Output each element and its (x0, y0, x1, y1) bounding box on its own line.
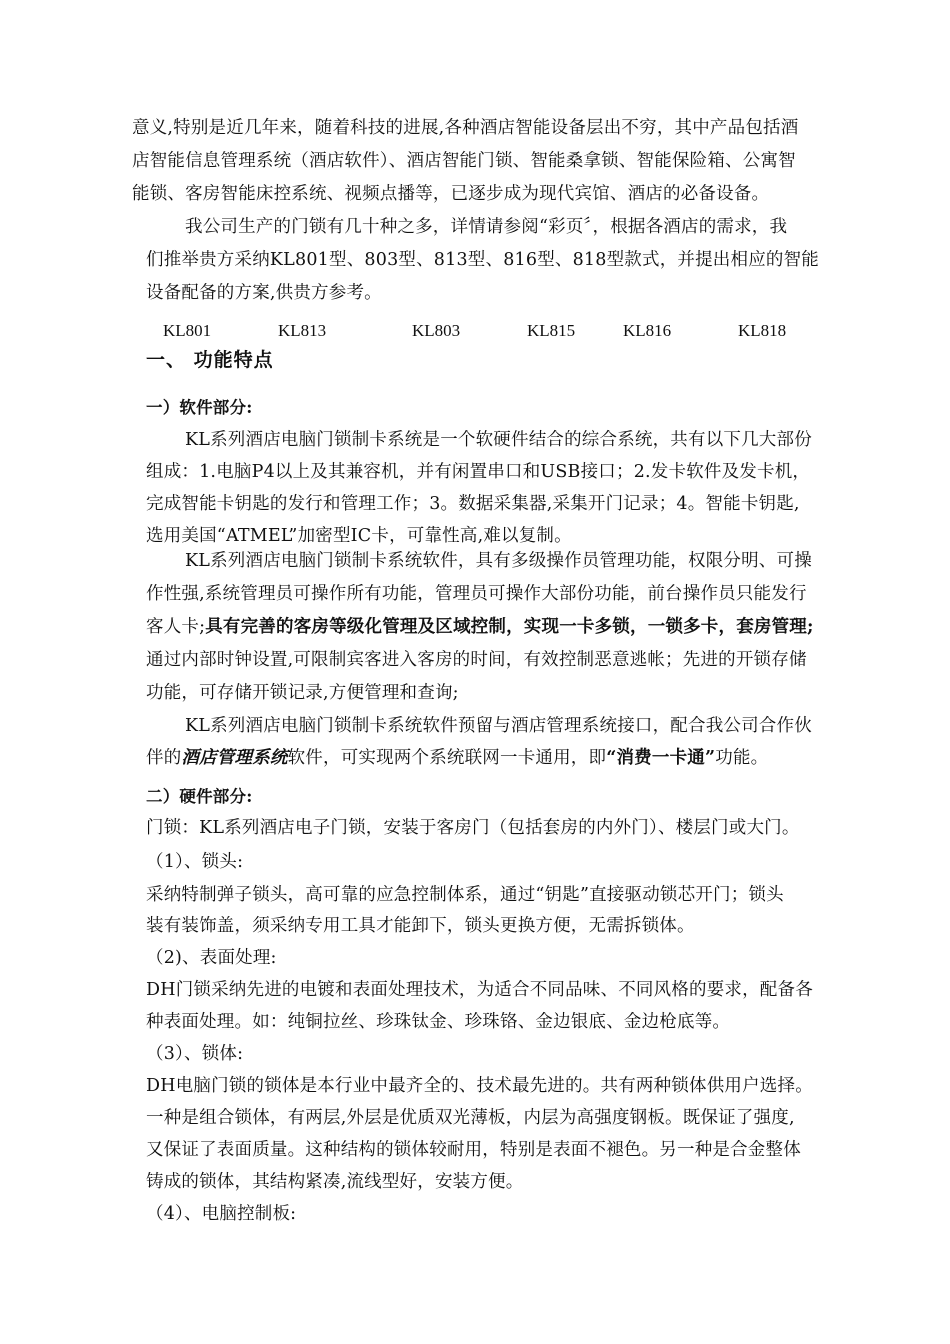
section-title-features: 一、 功能特点 (146, 349, 274, 371)
software-p3-line-2 (146, 747, 768, 769)
hotel-system-emphasis: 酒店管理系统 (181, 748, 288, 768)
model-label: KL801 (163, 321, 212, 340)
intro-line-1: 意义,特别是近几年来，随着科技的进展,各种酒店智能设备层出不穷，其中产品包括酒 (132, 118, 799, 138)
lock-head-heading: （1）、锁头: (146, 852, 244, 872)
lock-head-line-1: 采纳特制弹子锁头，高可靠的应急控制体系，通过“钥匙”直接驱动锁芯开门；锁头 (146, 885, 784, 905)
software-heading: 一）软件部分: (146, 398, 253, 417)
surface-heading: （2)、表面处理: (146, 948, 277, 968)
control-board-heading: （4）、电脑控制板: (146, 1204, 297, 1224)
lock-body-heading: （3）、锁体: (146, 1044, 244, 1064)
lock-body-line-3: 又保证了表面质量。这种结构的锁体较耐用，特别是表面不褪色。另一种是合金整体 (146, 1140, 801, 1160)
company-line-2: 们推举贵方采纳KL801型、803型、813型、816型、818型款式，并提出相应的智能 (146, 250, 820, 270)
surface-line-2: 种表面处理。如：纯铜拉丝、珍珠钛金、珍珠铬、金边银底、金边枪底等。 (146, 1012, 731, 1032)
intro-line-3: 能锁、客房智能床控系统、视频点播等，已逐步成为现代宾馆、酒店的必备设备。 (132, 184, 770, 204)
software-p2-emphasis: 具有完善的客房等级化管理及区域控制，实现一卡多锁，一锁多卡，套房管理; (205, 617, 814, 637)
model-list (0, 320, 950, 342)
software-p2-line-1: KL系列酒店电脑门锁制卡系统软件，具有多级操作员管理功能，权限分明、可操 (185, 551, 812, 571)
software-p2-line-4: 通过内部时钟设置,可限制宾客进入客房的时间，有效控制恶意逃帐；先进的开锁存储 (146, 650, 807, 670)
model-label: KL816 (623, 321, 672, 340)
software-p1-line-4: 选用美国“ATMEL”加密型IC卡，可靠性高,难以复制。 (146, 526, 572, 546)
hardware-heading: 二）硬件部分: (146, 787, 253, 806)
software-p3-text-e: 功能。 (715, 748, 769, 768)
software-p1-line-2: 组成：1.电脑P4以上及其兼容机，并有闲置串口和USB接口；2.发卡软件及发卡机， (146, 462, 811, 482)
lock-body-line-4: 铸成的锁体，其结构紧凑,流线型好，安装方便。 (146, 1172, 524, 1192)
software-p3-text-c: 软件，可实现两个系统联网一卡通用，即 (287, 748, 607, 768)
company-line-1: 我公司生产的门锁有几十种之多，详情请参阅“彩页〞，根据各酒店的需求，我 (185, 217, 788, 237)
software-p2-line-2: 作性强,系统管理员可操作所有功能，管理员可操作大部份功能，前台操作员只能发行 (146, 584, 807, 604)
intro-line-2: 店智能信息管理系统（酒店软件）、酒店智能门锁、智能桑拿锁、智能保险箱、公寓智 (132, 151, 796, 171)
surface-line-1: DH门锁采纳先进的电镀和表面处理技术，为适合不同品味、不同风格的要求，配备各 (146, 980, 813, 1000)
model-label: KL818 (738, 321, 787, 340)
software-p1-line-3: 完成智能卡钥匙的发行和管理工作；3。数据采集器,采集开门记录；4。智能卡钥匙, (146, 494, 800, 514)
software-p3-text-a: 伴的 (146, 748, 182, 768)
company-line-3: 设备配备的方案,供贵方参考。 (146, 283, 382, 303)
software-p3-line-1: KL系列酒店电脑门锁制卡系统软件预留与酒店管理系统接口，配合我公司合作伙 (185, 716, 812, 736)
lock-body-line-2: 一种是组合锁体，有两层,外层是优质双光薄板，内层为高强度钢板。既保证了强度, (146, 1108, 795, 1128)
model-label: KL803 (412, 321, 461, 340)
software-p2-line-3 (146, 616, 814, 638)
hardware-intro: 门锁：KL系列酒店电子门锁，安装于客房门（包括套房的内外门）、楼层门或大门。 (146, 818, 800, 838)
model-label: KL815 (527, 321, 576, 340)
lock-head-line-2: 装有装饰盖，须采纳专用工具才能卸下，锁头更换方便，无需拆锁体。 (146, 916, 695, 936)
software-p2-line-5: 功能，可存储开锁记录,方便管理和查询; (146, 683, 459, 703)
one-card-emphasis: “消费一卡通” (606, 748, 716, 768)
lock-body-line-1: DH电脑门锁的锁体是本行业中最齐全的、技术最先进的。共有两种锁体供用户选择。 (146, 1076, 813, 1096)
software-p1-line-1: KL系列酒店电脑门锁制卡系统是一个软硬件结合的综合系统，共有以下几大部份 (185, 430, 812, 450)
software-p2-line-3-start: 客人卡; (146, 617, 206, 637)
model-label: KL813 (278, 321, 327, 340)
